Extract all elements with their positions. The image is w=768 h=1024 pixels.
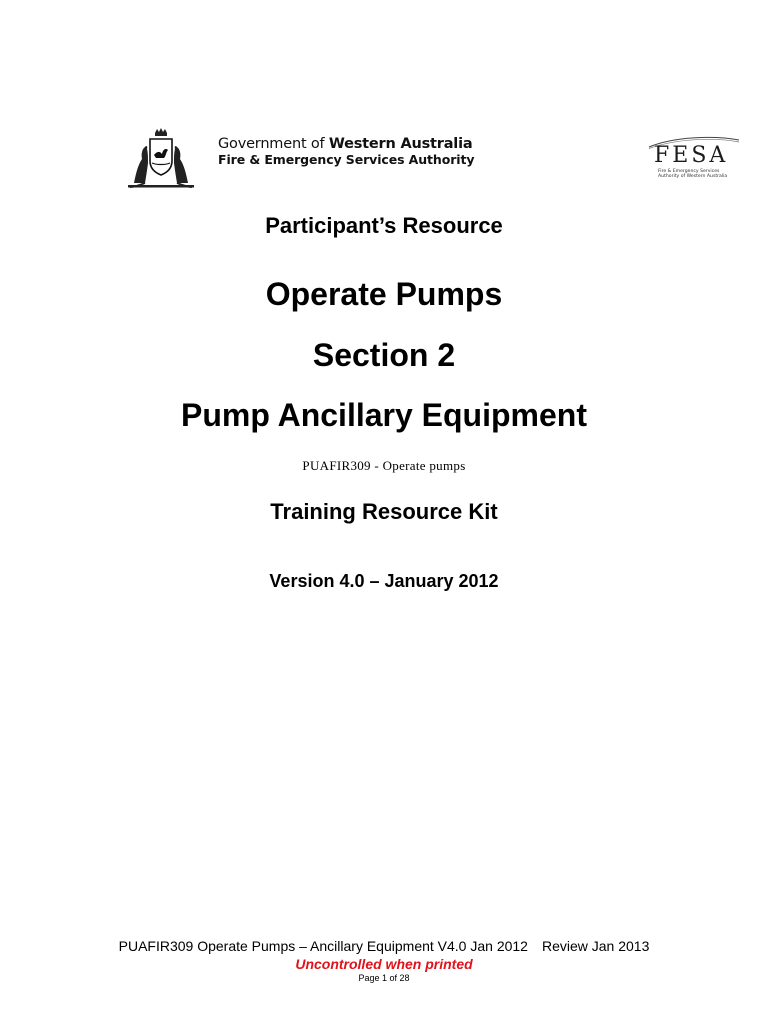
page-title-line2: Section 2 (312, 337, 456, 373)
footer-warning: Uncontrolled when printed (295, 956, 473, 972)
government-text (218, 136, 474, 167)
government-state: Western Australia (328, 136, 473, 152)
unit-code: PUAFIR309 - Operate pumps (302, 458, 466, 473)
fesa-subtitle-line2: Authority of Western Australia (658, 174, 728, 180)
kit-title: Training Resource Kit (270, 499, 498, 524)
government-prefix: Government of (218, 136, 329, 152)
resource-subtitle: Participant’s Resource (265, 213, 503, 238)
fesa-subtitle-line1: Fire & Emergency Services (658, 169, 720, 174)
page-title-line1: Operate Pumps (265, 276, 503, 312)
footer-document-ref: PUAFIR309 Operate Pumps – Ancillary Equipment V4.0 Jan 2012 (118, 938, 528, 954)
fesa-wordmark: FESA (654, 143, 729, 168)
government-line1 (218, 136, 474, 153)
page-title-line3: Pump Ancillary Equipment (181, 397, 587, 433)
page-number: Page 1 of 28 (358, 973, 410, 983)
agency-name: Fire & Emergency Services Authority (218, 151, 475, 167)
version-line: Version 4.0 – January 2012 (269, 571, 499, 591)
fesa-logo (643, 135, 743, 185)
fesa-subtitle (658, 169, 727, 180)
footer-review-date: Review Jan 2013 (541, 938, 650, 954)
government-logo (126, 127, 474, 189)
footer-reference-line (0, 938, 768, 954)
wa-coat-of-arms-icon (126, 127, 196, 189)
